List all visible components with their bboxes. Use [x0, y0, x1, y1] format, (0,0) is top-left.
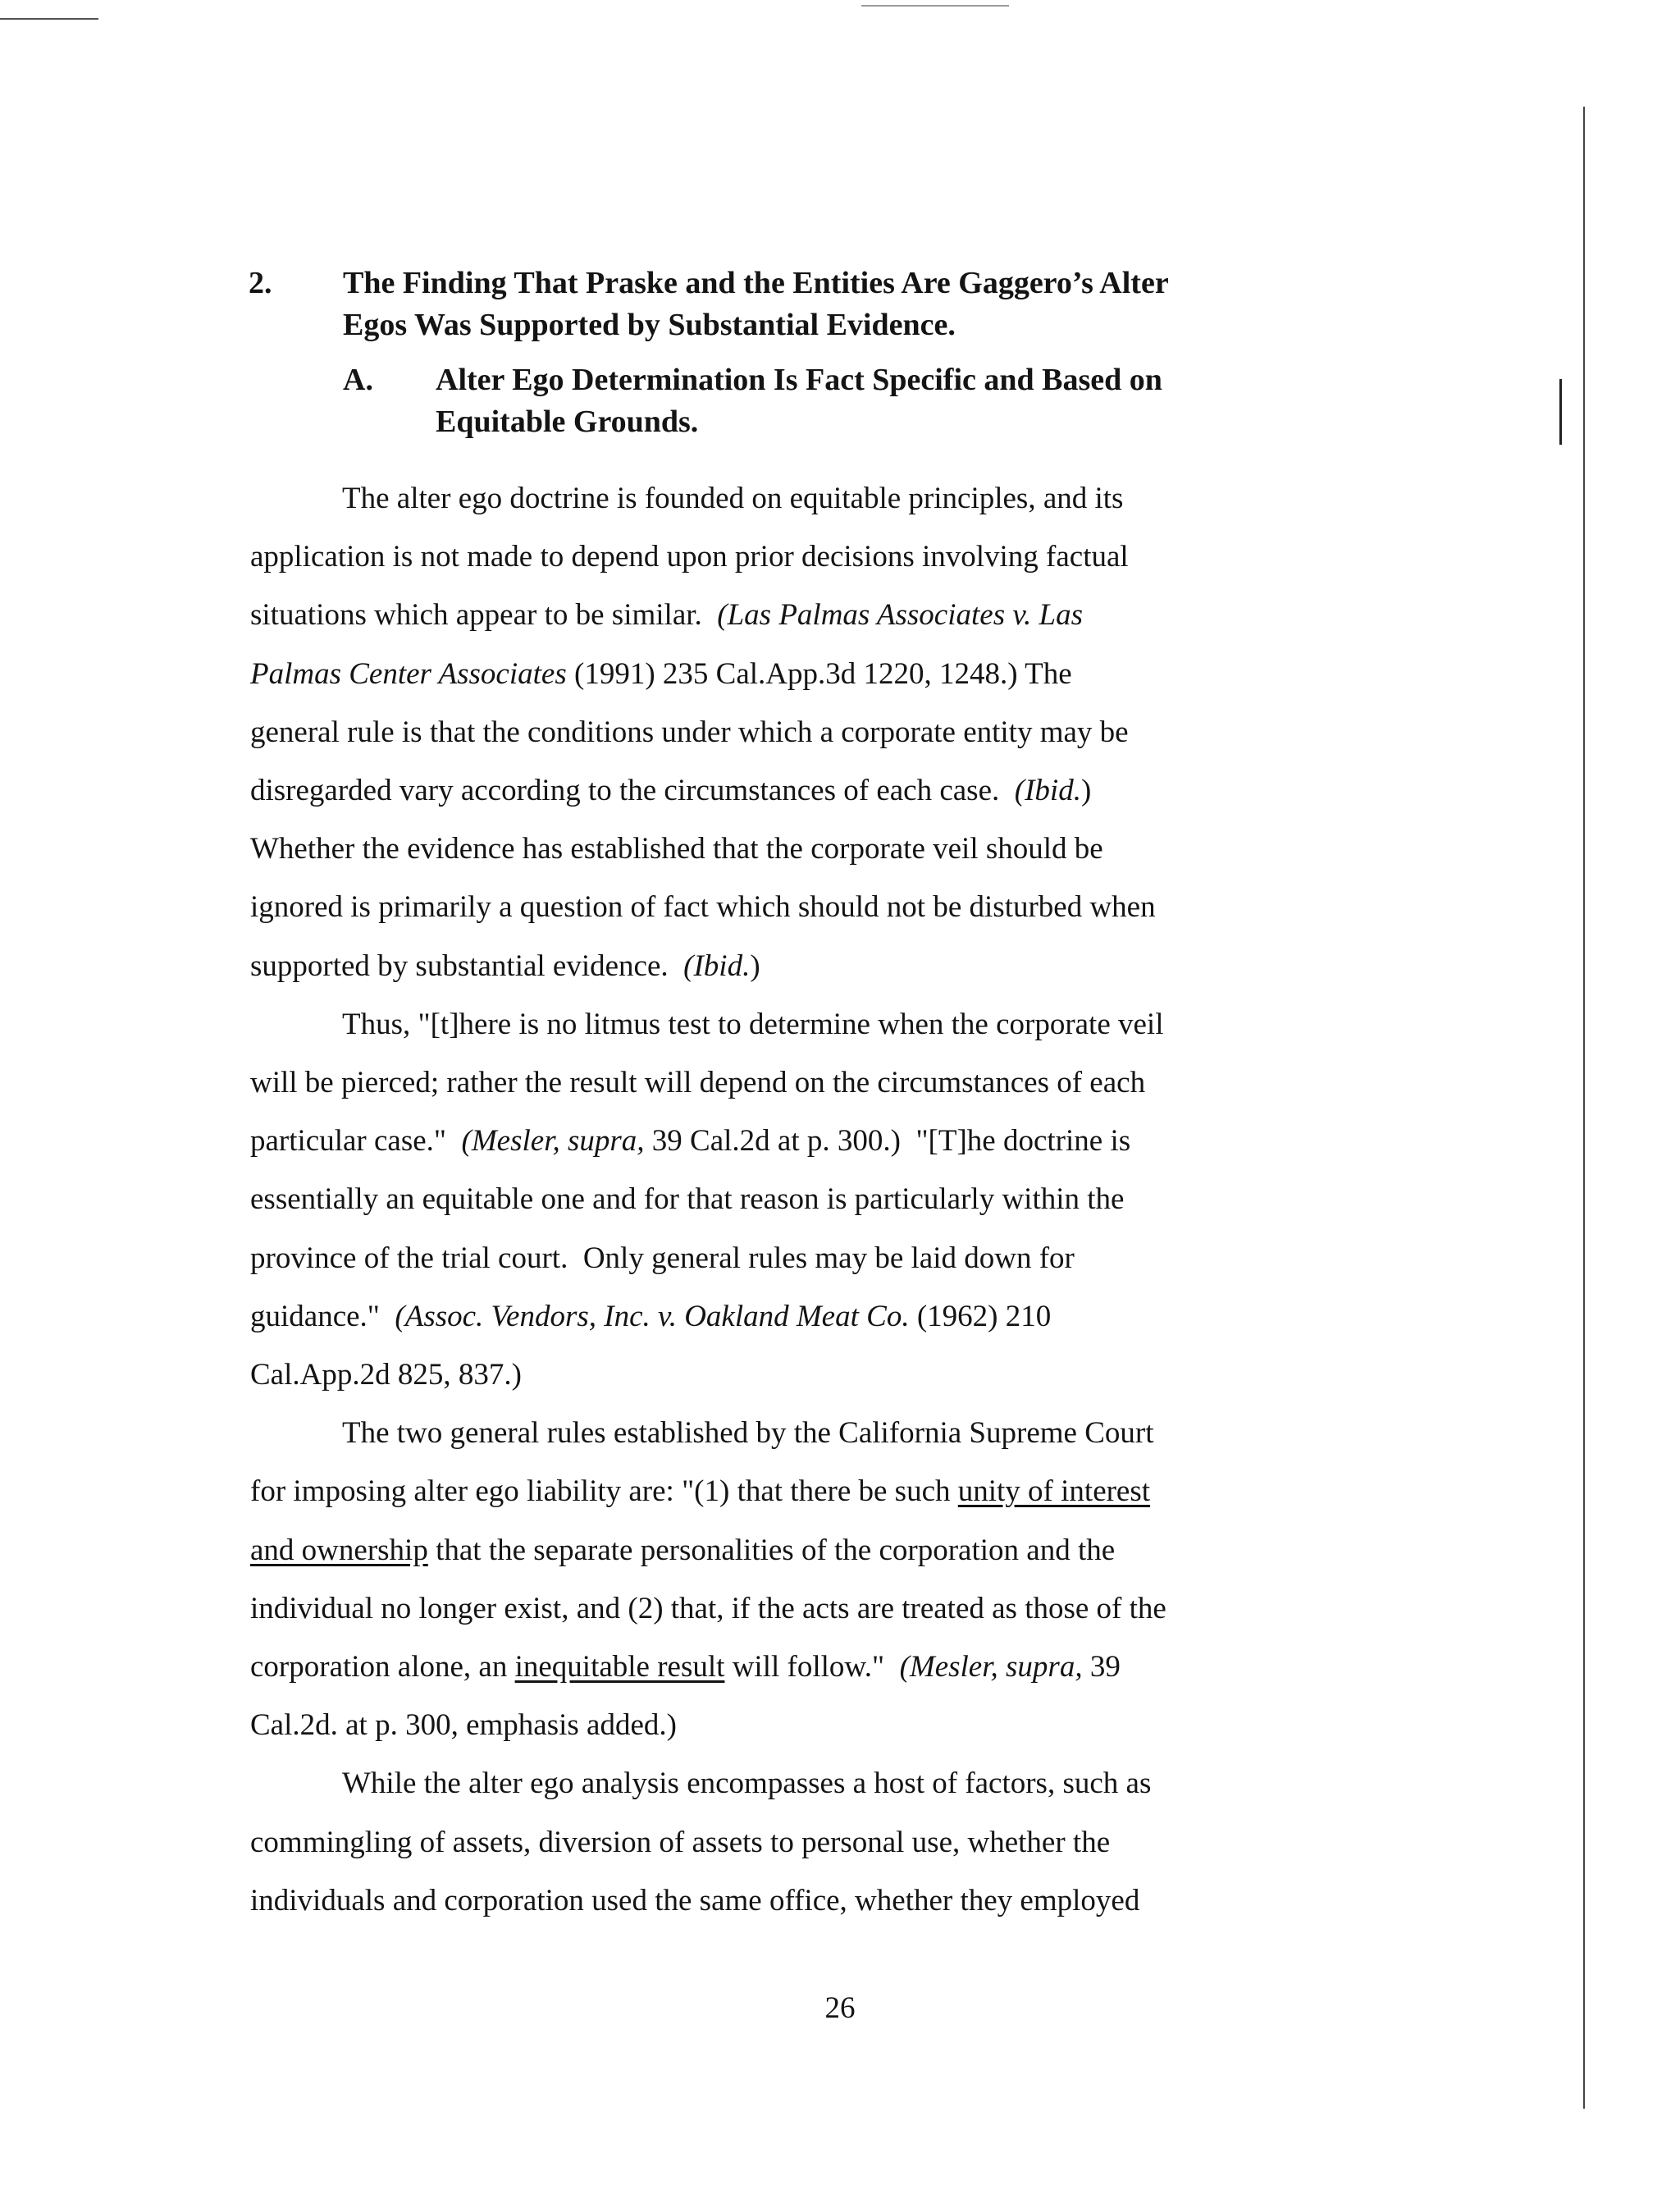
subsection-letter: A.: [343, 363, 373, 397]
subsection-heading-line-2: Equitable Grounds.: [436, 405, 699, 439]
citation-text: (Assoc. Vendors, Inc. v. Oakland Meat Co.: [395, 1299, 910, 1333]
text-line: [250, 1346, 1284, 1404]
text-run: individuals and corporation used the same office, whether they employed: [250, 1883, 1140, 1917]
text-line: [250, 586, 1284, 644]
text-line: [250, 1170, 1284, 1228]
text-run: that the separate personalities of the corporation and the: [427, 1533, 1116, 1567]
text-run: guidance.": [250, 1299, 395, 1333]
text-line: [250, 1462, 1284, 1520]
text-line: [250, 820, 1284, 878]
text-run: The two general rules established by the California Supreme Court: [342, 1416, 1154, 1451]
text-line: [250, 1696, 1284, 1754]
citation-text: (Mesler, supra,: [461, 1124, 645, 1159]
text-line: [250, 1813, 1284, 1872]
scan-artifact-top-left: [0, 18, 98, 20]
text-line: [250, 528, 1284, 586]
text-run: particular case.": [250, 1124, 462, 1159]
citation-text: (Ibid.: [1014, 774, 1081, 808]
citation-text: (Mesler, supra,: [899, 1650, 1083, 1684]
text-line: [250, 1872, 1284, 1930]
text-line: [250, 878, 1284, 936]
text-line: [250, 937, 1284, 995]
text-run: While the alter ego analysis encompasses a host of factors, such as: [342, 1767, 1152, 1801]
text-run: will follow.": [724, 1650, 900, 1684]
section-heading-line-2: Egos Was Supported by Substantial Evidence.: [343, 308, 956, 342]
section-heading-line-1: The Finding That Praske and the Entities Are Gaggero’s Alter: [343, 266, 1169, 300]
page-number: 26: [824, 1991, 856, 2025]
text-line: [250, 995, 1284, 1054]
text-run: ): [1080, 774, 1092, 808]
text-run: province of the trial court. Only general rules may be laid down for: [250, 1241, 1075, 1275]
text-run: for imposing alter ego liability are: "(1) that there be such: [250, 1474, 958, 1509]
text-line: [250, 1579, 1284, 1638]
text-run: essentially an equitable one and for that reason is particularly within the: [250, 1182, 1125, 1217]
text-run: corporation alone, an: [250, 1650, 515, 1684]
text-run: commingling of assets, diversion of assets to personal use, whether the: [250, 1825, 1111, 1859]
text-line: [250, 1754, 1284, 1812]
text-run: 39 Cal.2d at p. 300.) "[T]he doctrine is: [644, 1124, 1131, 1159]
text-run: application is not made to depend upon prior decisions involving factual: [250, 540, 1129, 574]
text-run: 39: [1082, 1650, 1121, 1684]
scan-artifact-top-dots: [861, 5, 1009, 7]
citation-text: (Ibid.: [683, 948, 751, 983]
emphasis-text: inequitable result: [514, 1650, 725, 1684]
text-line: [250, 1287, 1284, 1346]
text-run: individual no longer exist, and (2) that, if the acts are treated as those of the: [250, 1591, 1166, 1625]
text-run: disregarded vary according to the circumstances of each case.: [250, 774, 1015, 808]
text-run: (1962) 210: [909, 1299, 1052, 1333]
text-line: [250, 703, 1284, 761]
text-line: [250, 1229, 1284, 1287]
text-run: situations which appear to be similar.: [250, 598, 718, 633]
text-run: ignored is primarily a question of fact which should not be disturbed when: [250, 890, 1156, 925]
text-run: will be pierced; rather the result will depend on the circumstances of each: [250, 1066, 1146, 1100]
body-text: [250, 469, 1284, 1930]
scan-artifact-right-border: [1583, 107, 1585, 2109]
text-run: ): [750, 948, 760, 983]
emphasis-text: unity of interest: [957, 1474, 1151, 1509]
text-run: Cal.App.2d 825, 837.): [250, 1358, 522, 1392]
text-run: Thus, "[t]here is no litmus test to determine when the corporate veil: [342, 1007, 1164, 1041]
text-line: [250, 645, 1284, 703]
text-line: [250, 761, 1284, 820]
citation-text: (Las Palmas Associates v. Las: [717, 598, 1084, 633]
text-run: Cal.2d. at p. 300, emphasis added.): [250, 1708, 677, 1743]
text-run: supported by substantial evidence.: [250, 948, 684, 983]
text-line: [250, 1638, 1284, 1696]
text-line: [250, 1112, 1284, 1170]
text-line: [250, 1054, 1284, 1112]
section-number: 2.: [249, 266, 272, 300]
text-line: [250, 1404, 1284, 1462]
text-run: The alter ego doctrine is founded on equitable principles, and its: [342, 482, 1124, 515]
text-run: Whether the evidence has established that the corporate veil should be: [250, 832, 1103, 866]
scan-artifact-right-bar: [1559, 379, 1562, 445]
citation-text: Palmas Center Associates: [250, 656, 567, 691]
text-run: general rule is that the conditions under which a corporate entity may be: [250, 715, 1129, 749]
text-line: [250, 469, 1284, 528]
emphasis-text: and ownership: [250, 1533, 428, 1567]
text-line: [250, 1521, 1284, 1579]
text-run: (1991) 235 Cal.App.3d 1220, 1248.) The: [566, 656, 1072, 691]
subsection-heading-line-1: Alter Ego Determination Is Fact Specific and Based on: [436, 363, 1162, 397]
